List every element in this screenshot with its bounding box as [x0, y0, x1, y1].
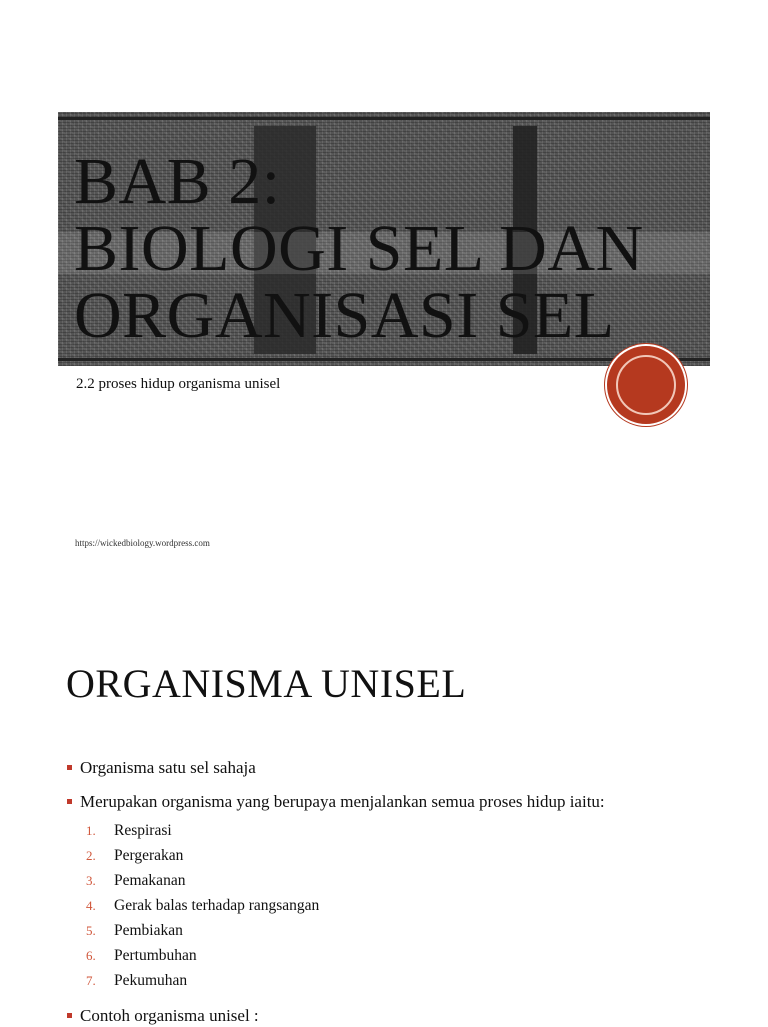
process-number: 2.: [86, 848, 96, 863]
process-text: Respirasi: [114, 822, 172, 839]
banner-top-line: [58, 117, 710, 120]
process-number: 3.: [86, 873, 96, 888]
process-number: 5.: [86, 923, 96, 938]
process-item: [80, 818, 756, 843]
process-item: [80, 868, 756, 893]
process-list: [80, 818, 756, 993]
process-item: [80, 968, 756, 993]
process-text: Pemakanan: [114, 872, 186, 889]
process-number: 6.: [86, 948, 96, 963]
slide-title-line-3: ORGANISASI SEL: [74, 279, 615, 352]
section-heading: ORGANISMA UNISEL: [66, 661, 467, 706]
process-number: 7.: [86, 973, 96, 988]
process-number: 1.: [86, 823, 96, 838]
slide-subtitle: 2.2 proses hidup organisma unisel: [76, 376, 281, 392]
source-url: https://wickedbiology.wordpress.com: [75, 538, 210, 548]
slide-title: [74, 145, 644, 352]
process-text: Pertumbuhan: [114, 947, 197, 964]
banner-bottom-line: [58, 358, 710, 361]
bullet-list: [66, 757, 756, 1027]
process-item: [80, 918, 756, 943]
process-item: [80, 943, 756, 968]
bullet-text: Contoh organisma unisel :: [80, 1006, 259, 1025]
title-banner: [58, 112, 710, 366]
process-item: [80, 843, 756, 868]
badge-inner-ring: [616, 355, 676, 415]
process-number: 4.: [86, 898, 96, 913]
process-text: Gerak balas terhadap rangsangan: [114, 897, 320, 914]
process-text: Pembiakan: [114, 922, 183, 939]
process-text: Pekumuhan: [114, 972, 188, 989]
slide-title-line-2: BIOLOGI SEL DAN: [74, 212, 644, 285]
bullet-item: [66, 791, 756, 993]
bullet-text: Merupakan organisma yang berupaya menjalankan semua proses hidup iaitu:: [80, 792, 605, 811]
process-item: [80, 893, 756, 918]
decorative-circle-badge: [607, 346, 685, 424]
bullet-item: [66, 757, 756, 779]
slide-title-line-1: BAB 2:: [74, 145, 281, 218]
process-text: Pergerakan: [114, 847, 184, 864]
bullet-text: Organisma satu sel sahaja: [80, 758, 256, 777]
